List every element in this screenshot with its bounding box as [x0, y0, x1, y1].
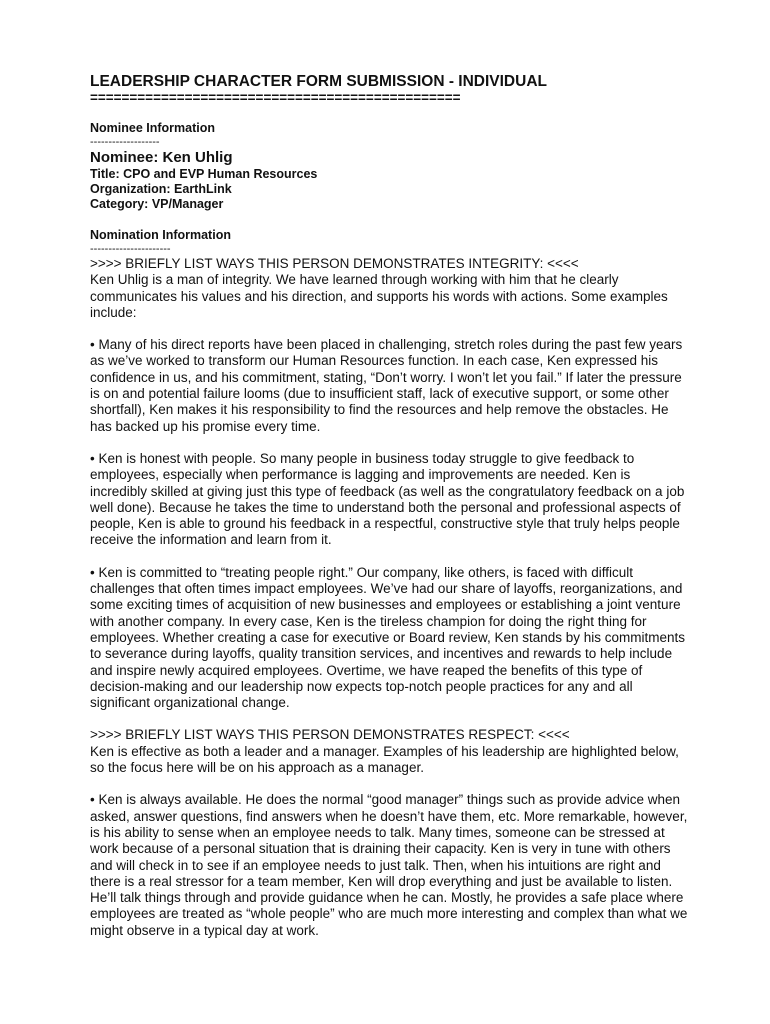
nomination-section-heading: Nomination Information: [90, 228, 231, 242]
integrity-point: • Ken is honest with people. So many people in business today struggle to give feedback to employees, especially when performance is lagging and improvements are needed. Ken is incredibly skilled at giving just this type of feedback (as well as the congratulatory feedback on a job well done). Because he takes the time to understand both the personal and professional aspects of people, Ken is able to ground his feedback in a respectful, constructive style that truly helps people receive the information and learn from it.: [90, 450, 685, 548]
respect-point: • Ken is always available. He does the normal “good manager” things such as provide advice when asked, answer questions, find answers when he doesn’t have them, etc. More remarkable, however, is his ability to sense when an employee needs to talk. Many times, someone can be stressed at work because of a personal situation that is draining their capacity. Ken is very in tune with others and will check in to see if an employee needs to just talk. Then, when his intuitions are right and there is a real stressor for a team member, Ken will drop everything and just be available to listen. He’ll talk things through and provide guidance when he can. Mostly, he provides a safe place where employees are treated as “whole people” who are much more interesting and complex than what we might observe in a typical day at work.: [90, 792, 688, 938]
nomination-section-underline: ----------------------: [90, 243, 171, 255]
integrity-prompt: >>>> BRIEFLY LIST WAYS THIS PERSON DEMONSTRATES INTEGRITY: <<<<: [90, 256, 579, 271]
nominee-name: Nominee: Ken Uhlig: [90, 149, 233, 166]
nomination-section: [90, 228, 690, 939]
nominee-category: Category: VP/Manager: [90, 197, 224, 211]
integrity-point: • Many of his direct reports have been placed in challenging, stretch roles during the past few years as we’ve worked to transform our Human Resources function. In each case, Ken expressed his confidence in us, and his commitment, stating, “Don’t worry. I won’t let you fail.” If later the pressure is on and potential failure looms (due to insufficient staff, lack of executive support, or some other shortfall), Ken makes it his responsibility to find the resources and help remove the obstacles. He has backed up his promise every time.: [90, 337, 683, 434]
integrity-point: • Ken is committed to “treating people right.” Our company, like others, is faced with difficult challenges that often times impact employees. We’ve had our share of layoffs, reorganizations, and some exciting times of acquisition of new businesses and employees or establishing a joint venture with another company. In every case, Ken is the tireless champion for doing the right thing for employees. Whether creating a case for executive or Board review, Ken stands by his commitments to severance during layoffs, quality transition services, and incentives and rewards to help include and inspire newly acquired employees. Overtime, we have reaped the benefits of this type of decision-making and our leadership now expects top-notch people practices for any and all significant organizational change.: [90, 564, 686, 711]
nominee-section-heading: Nominee Information: [90, 121, 216, 135]
document-page: [90, 72, 690, 939]
integrity-intro: Ken Uhlig is a man of integrity. We have learned through working with him that he clearly communicates his values and his direction, and supports his words with actions. Some examples include:: [90, 272, 668, 320]
document-title: LEADERSHIP CHARACTER FORM SUBMISSION - INDIVIDUAL: [90, 73, 547, 90]
respect-prompt: >>>> BRIEFLY LIST WAYS THIS PERSON DEMONSTRATES RESPECT: <<<<: [90, 727, 570, 743]
nominee-section-underline: -------------------: [90, 136, 160, 148]
nominee-title: Title: CPO and EVP Human Resources: [90, 167, 318, 181]
title-rule: ===============================================: [90, 91, 461, 105]
nominee-section: [90, 121, 690, 212]
respect-intro: Ken is effective as both a leader and a manager. Examples of his leadership are highlighted below, so the focus here will be on his approach as a manager.: [90, 743, 679, 776]
nominee-organization: Organization: EarthLink: [90, 182, 232, 196]
